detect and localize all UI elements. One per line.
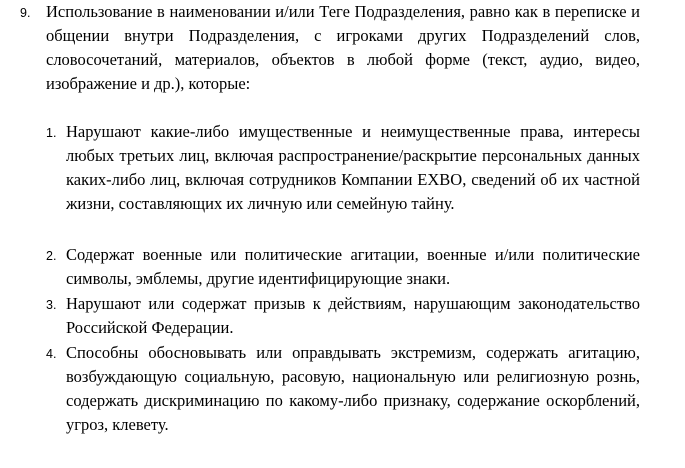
subitem-text: Нарушают какие-либо имущественные и неимущественные права, интересы любых третьих лиц, включая распространение/раскрытие персональных данных каких-либо лиц, включая сотрудников Компании EXBO, сведений об их частной жизни, составляющих их личную или семейную тайну. xyxy=(66,122,640,213)
subitem-text: Содержат военные или политические агитации, военные и/или политические символы, эмблемы, другие идентифицирующие знаки. xyxy=(66,245,640,288)
subitem-number: 4. xyxy=(46,347,57,361)
clause-text: Использование в наименовании и/или Теге Подразделения, равно как в переписке и общении внутри Подразделения, с игроками других Подразделений слов, словосочетаний, материалов, объектов в любой форме (текст, аудио, видео, изображение и др.), которые: xyxy=(46,2,640,93)
subitem-number: 1. xyxy=(46,126,57,140)
subitem-text: Нарушают или содержат призыв к действиям, нарушающим законодательство Российской Федерации. xyxy=(66,294,640,337)
subitem-number: 3. xyxy=(46,298,57,312)
subitem-number: 2. xyxy=(46,249,57,263)
clause-number: 9. xyxy=(20,6,31,20)
subitem-text: Способны обосновывать или оправдывать экстремизм, содержать агитацию, возбуждающую социальную, расовую, национальную или религиозную рознь, содержать дискриминацию по какому-либо признаку, содержание оскорблений, угроз, клевету. xyxy=(66,343,640,434)
